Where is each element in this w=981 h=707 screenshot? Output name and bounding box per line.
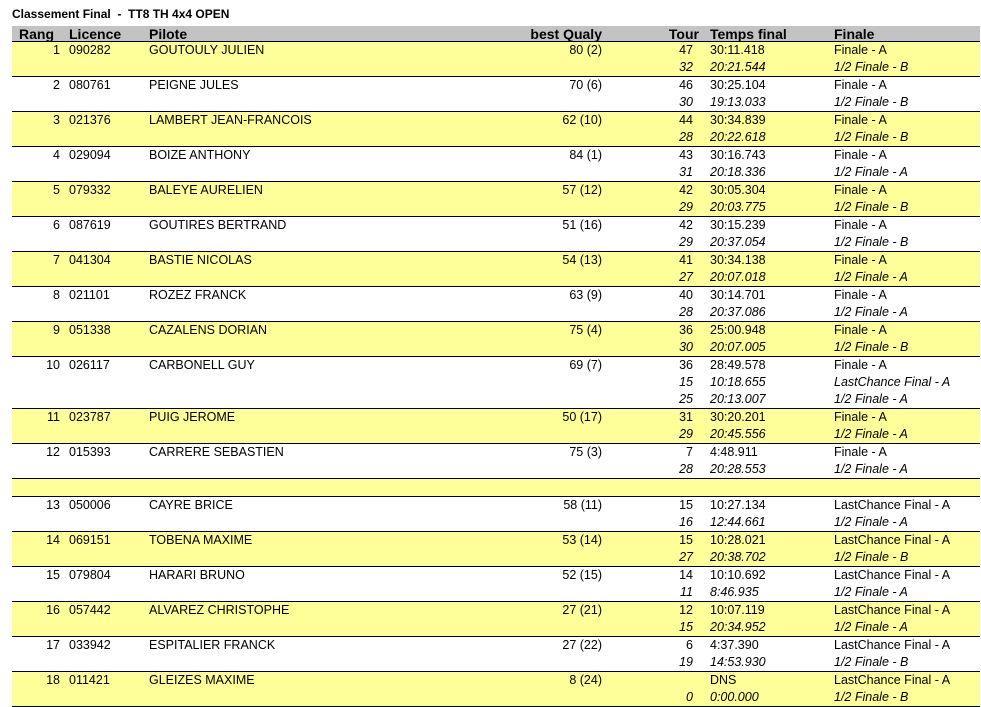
- finale-cell: Finale - A: [834, 358, 887, 372]
- temps-cell: 30:16.743: [710, 148, 766, 162]
- finale-cell: LastChance Final - A: [834, 568, 951, 582]
- finale-cell: 1/2 Finale - B: [834, 655, 909, 669]
- temps-cell: 10:28.021: [710, 533, 766, 547]
- tour-cell: 29: [679, 235, 693, 249]
- tour-cell: 12: [679, 603, 693, 617]
- best-qualy-cell: 27 (22): [562, 638, 602, 652]
- temps-cell: 14:53.930: [710, 655, 766, 669]
- rang-cell: 6: [53, 218, 60, 232]
- temps-cell: 8:46.935: [710, 585, 759, 599]
- result-line-main: [12, 479, 980, 496]
- finale-cell: 1/2 Finale - B: [834, 60, 909, 74]
- tour-cell: 7: [686, 445, 693, 459]
- tour-cell: 30: [679, 340, 693, 354]
- result-line-sub: [12, 304, 980, 321]
- table-row: [12, 112, 980, 147]
- licence-cell: 011421: [69, 673, 110, 687]
- result-line-main: [12, 42, 980, 59]
- tour-cell: 47: [679, 43, 693, 57]
- licence-cell: 041304: [69, 253, 111, 267]
- temps-cell: 30:25.104: [710, 78, 766, 92]
- finale-cell: Finale - A: [834, 323, 887, 337]
- best-qualy-cell: 53 (14): [562, 533, 602, 547]
- tour-cell: 15: [679, 375, 693, 389]
- temps-cell: 30:20.201: [710, 410, 766, 424]
- table-row: [12, 217, 980, 252]
- temps-cell: 10:07.119: [710, 603, 765, 617]
- licence-cell: 026117: [69, 358, 110, 372]
- result-line-sub: [12, 514, 980, 531]
- result-line-sub: [12, 619, 980, 636]
- result-line-sub: [12, 199, 980, 216]
- result-line-main: [12, 637, 980, 654]
- finale-cell: LastChance Final - A: [834, 498, 951, 512]
- rang-cell: 1: [53, 43, 60, 57]
- table-row: [12, 147, 980, 182]
- tour-cell: 25: [679, 392, 693, 406]
- tour-cell: 32: [679, 60, 693, 74]
- temps-cell: 30:11.418: [710, 43, 765, 57]
- tour-cell: 46: [679, 78, 693, 92]
- tour-cell: 15: [679, 620, 693, 634]
- licence-cell: 069151: [69, 533, 111, 547]
- rang-cell: 18: [46, 673, 60, 687]
- pilote-cell: CARRERE SEBASTIEN: [149, 445, 284, 459]
- pilote-cell: TOBENA MAXIME: [149, 533, 253, 547]
- table-row: [12, 567, 980, 602]
- result-line-sub: [12, 374, 980, 391]
- temps-cell: 4:48.911: [710, 445, 758, 459]
- table-row: [12, 637, 980, 672]
- pilote-cell: CAZALENS DORIAN: [149, 323, 268, 337]
- temps-cell: 28:49.578: [710, 358, 766, 372]
- temps-cell: 30:15.239: [710, 218, 766, 232]
- result-line-sub: [12, 59, 980, 76]
- finale-cell: 1/2 Finale - A: [834, 620, 908, 634]
- result-line-sub: [12, 129, 980, 146]
- table-row: [12, 77, 980, 112]
- finale-cell: Finale - A: [834, 218, 887, 232]
- temps-cell: 10:27.134: [710, 498, 766, 512]
- tour-cell: 16: [679, 515, 693, 529]
- finale-cell: 1/2 Finale - B: [834, 235, 909, 249]
- table-row: [12, 497, 980, 532]
- tour-cell: 31: [679, 165, 693, 179]
- temps-cell: 20:13.007: [710, 392, 766, 406]
- temps-cell: 30:34.839: [710, 113, 766, 127]
- finale-cell: LastChance Final - A: [834, 638, 951, 652]
- result-line-sub: [12, 461, 980, 478]
- tour-cell: 27: [679, 270, 693, 284]
- pilote-cell: BASTIE NICOLAS: [149, 253, 252, 267]
- pilote-cell: BALEYE AURELIEN: [149, 183, 263, 197]
- finale-cell: Finale - A: [834, 410, 887, 424]
- best-qualy-cell: 27 (21): [562, 603, 602, 617]
- pilote-cell: CAYRE BRICE: [149, 498, 233, 512]
- best-qualy-cell: 75 (4): [569, 323, 602, 337]
- tour-cell: 14: [679, 568, 693, 582]
- rang-cell: 9: [53, 323, 60, 337]
- licence-cell: 021101: [69, 288, 110, 302]
- table-row: [12, 252, 980, 287]
- temps-cell: 20:22.618: [710, 130, 766, 144]
- result-line-sub: [12, 391, 980, 408]
- table-row: [12, 602, 980, 637]
- result-line-sub: [12, 234, 980, 251]
- result-line-main: [12, 147, 980, 164]
- finale-cell: LastChance Final - A: [834, 533, 951, 547]
- pilote-cell: GOUTIRES BERTRAND: [149, 218, 287, 232]
- finale-cell: 1/2 Finale - A: [834, 165, 908, 179]
- temps-cell: 20:37.054: [710, 235, 766, 249]
- rang-cell: 4: [53, 148, 60, 162]
- finale-cell: 1/2 Finale - A: [834, 270, 908, 284]
- temps-cell: 30:05.304: [710, 183, 766, 197]
- rang-cell: 15: [46, 568, 60, 582]
- finale-cell: LastChance Final - A: [834, 673, 951, 687]
- result-line-sub: [12, 549, 980, 566]
- best-qualy-cell: 58 (11): [563, 498, 602, 512]
- tour-cell: 28: [679, 305, 693, 319]
- table-row: [12, 357, 980, 409]
- tour-cell: 15: [679, 498, 693, 512]
- rang-cell: 8: [53, 288, 60, 302]
- pilote-cell: HARARI BRUNO: [149, 568, 245, 582]
- result-line-main: [12, 497, 980, 514]
- temps-cell: 20:21.544: [710, 60, 766, 74]
- best-qualy-cell: 62 (10): [562, 113, 602, 127]
- tour-cell: 27: [679, 550, 693, 564]
- licence-cell: 015393: [69, 445, 111, 459]
- licence-cell: 057442: [69, 603, 111, 617]
- best-qualy-cell: 57 (12): [562, 183, 602, 197]
- rang-cell: 10: [46, 358, 60, 372]
- rang-cell: 14: [46, 533, 60, 547]
- temps-cell: 20:03.775: [710, 200, 766, 214]
- result-line-main: [12, 357, 980, 374]
- tour-cell: 36: [679, 323, 693, 337]
- tour-cell: 0: [686, 690, 693, 704]
- finale-cell: 1/2 Finale - A: [834, 462, 908, 476]
- best-qualy-cell: 84 (1): [569, 148, 602, 162]
- best-qualy-cell: 50 (17): [562, 410, 602, 424]
- table-row: [12, 672, 980, 707]
- finale-cell: 1/2 Finale - A: [834, 427, 908, 441]
- rang-cell: 3: [53, 113, 60, 127]
- result-line-sub: [12, 426, 980, 443]
- tour-cell: 28: [679, 462, 693, 476]
- tour-cell: 28: [679, 130, 693, 144]
- licence-cell: 090282: [69, 43, 111, 57]
- header-rang: Rang: [19, 26, 54, 42]
- licence-cell: 050006: [69, 498, 111, 512]
- rang-cell: 17: [46, 638, 60, 652]
- best-qualy-cell: 80 (2): [569, 43, 602, 57]
- temps-cell: 20:34.952: [710, 620, 766, 634]
- finale-cell: 1/2 Finale - B: [834, 340, 909, 354]
- licence-cell: 023787: [69, 410, 111, 424]
- finale-cell: Finale - A: [834, 113, 887, 127]
- finale-cell: Finale - A: [834, 78, 887, 92]
- tour-cell: 44: [679, 113, 693, 127]
- temps-cell: 20:18.336: [710, 165, 766, 179]
- finale-cell: 1/2 Finale - B: [834, 690, 909, 704]
- pilote-cell: ESPITALIER FRANCK: [149, 638, 276, 652]
- result-line-main: [12, 112, 980, 129]
- rang-cell: 13: [46, 498, 60, 512]
- rang-cell: 7: [53, 253, 60, 267]
- result-line-sub: [12, 164, 980, 181]
- table-row: [12, 182, 980, 217]
- result-line-main: [12, 409, 980, 426]
- temps-cell: 25:00.948: [710, 323, 766, 337]
- result-line-main: [12, 672, 980, 689]
- table-row: [12, 532, 980, 567]
- tour-cell: 41: [679, 253, 693, 267]
- temps-cell: 12:44.661: [710, 515, 766, 529]
- pilote-cell: BOIZE ANTHONY: [149, 148, 251, 162]
- tour-cell: 43: [679, 148, 693, 162]
- licence-cell: 021376: [69, 113, 111, 127]
- best-qualy-cell: 63 (9): [569, 288, 602, 302]
- pilote-cell: PEIGNE JULES: [149, 78, 239, 92]
- finale-cell: Finale - A: [834, 253, 887, 267]
- temps-cell: 30:14.701: [710, 288, 766, 302]
- header-finale: Finale: [834, 26, 875, 42]
- tour-cell: 6: [686, 638, 693, 652]
- temps-cell: 0:00.000: [710, 690, 759, 704]
- pilote-cell: LAMBERT JEAN-FRANCOIS: [149, 113, 312, 127]
- result-line-main: [12, 602, 980, 619]
- finale-cell: 1/2 Finale - B: [834, 200, 909, 214]
- result-line-main: [12, 182, 980, 199]
- temps-cell: 20:45.556: [710, 427, 766, 441]
- temps-cell: 20:28.553: [710, 462, 766, 476]
- licence-cell: 051338: [69, 323, 111, 337]
- finale-cell: 1/2 Finale - B: [834, 95, 909, 109]
- pilote-cell: PUIG JEROME: [149, 410, 236, 424]
- temps-cell: 20:37.086: [710, 305, 766, 319]
- best-qualy-cell: 70 (6): [569, 78, 602, 92]
- result-line-sub: [12, 339, 980, 356]
- licence-cell: 079332: [69, 183, 111, 197]
- temps-cell: DNS: [710, 673, 737, 687]
- results-table: [12, 42, 980, 707]
- best-qualy-cell: 51 (16): [562, 218, 602, 232]
- finale-cell: LastChance Final - A: [834, 603, 951, 617]
- finale-cell: 1/2 Finale - B: [834, 550, 909, 564]
- tour-cell: 30: [679, 95, 693, 109]
- temps-cell: 19:13.033: [710, 95, 766, 109]
- result-line-sub: [12, 654, 980, 671]
- finale-cell: Finale - A: [834, 445, 887, 459]
- finale-cell: Finale - A: [834, 288, 887, 302]
- document-title: Classement Final - TT8 TH 4x4 OPEN: [12, 7, 230, 21]
- rang-cell: 2: [53, 78, 60, 92]
- tour-cell: 15: [679, 533, 693, 547]
- result-line-main: [12, 217, 980, 234]
- result-line-sub: [12, 94, 980, 111]
- licence-cell: 080761: [69, 78, 111, 92]
- temps-cell: 10:10.692: [710, 568, 766, 582]
- header-pilote: Pilote: [149, 26, 188, 42]
- result-line-main: [12, 252, 980, 269]
- temps-cell: 20:38.702: [710, 550, 766, 564]
- licence-cell: 087619: [69, 218, 111, 232]
- best-qualy-cell: 75 (3): [569, 445, 602, 459]
- pilote-cell: ALVAREZ CHRISTOPHE: [149, 603, 290, 617]
- rang-cell: 16: [46, 603, 60, 617]
- table-row: [12, 409, 980, 444]
- table-row: [12, 287, 980, 322]
- result-line-main: [12, 322, 980, 339]
- result-line-main: [12, 287, 980, 304]
- table-row: [12, 479, 980, 497]
- header-licence: Licence: [69, 26, 122, 42]
- result-line-main: [12, 444, 980, 461]
- table-row: [12, 42, 980, 77]
- pilote-cell: CARBONELL GUY: [149, 358, 255, 372]
- licence-cell: 079804: [69, 568, 111, 582]
- header-temps-final: Temps final: [710, 26, 787, 42]
- finale-cell: LastChance Final - A: [834, 375, 951, 389]
- pilote-cell: ROZEZ FRANCK: [149, 288, 247, 302]
- finale-cell: 1/2 Finale - A: [834, 585, 908, 599]
- finale-cell: Finale - A: [834, 148, 887, 162]
- result-line-sub: [12, 269, 980, 286]
- best-qualy-cell: 54 (13): [562, 253, 602, 267]
- tour-cell: 29: [679, 200, 693, 214]
- pilote-cell: GOUTOULY JULIEN: [149, 43, 265, 57]
- best-qualy-cell: 8 (24): [569, 673, 602, 687]
- finale-cell: Finale - A: [834, 183, 887, 197]
- result-line-main: [12, 567, 980, 584]
- licence-cell: 029094: [69, 148, 111, 162]
- tour-cell: 42: [679, 218, 693, 232]
- tour-cell: 29: [679, 427, 693, 441]
- best-qualy-cell: 52 (15): [562, 568, 602, 582]
- rang-cell: 11: [47, 410, 60, 424]
- temps-cell: 20:07.005: [710, 340, 766, 354]
- tour-cell: 19: [679, 655, 693, 669]
- temps-cell: 30:34.138: [710, 253, 766, 267]
- finale-cell: 1/2 Finale - A: [834, 515, 908, 529]
- temps-cell: 10:18.655: [710, 375, 766, 389]
- finale-cell: 1/2 Finale - A: [834, 392, 908, 406]
- tour-cell: 31: [679, 410, 693, 424]
- result-line-main: [12, 532, 980, 549]
- finale-cell: 1/2 Finale - B: [834, 130, 909, 144]
- tour-cell: 42: [679, 183, 693, 197]
- result-line-sub: [12, 584, 980, 601]
- rang-cell: 12: [46, 445, 60, 459]
- pilote-cell: GLEIZES MAXIME: [149, 673, 255, 687]
- table-header: [12, 26, 980, 42]
- tour-cell: 40: [679, 288, 693, 302]
- tour-cell: 11: [680, 585, 693, 599]
- table-row: [12, 444, 980, 479]
- licence-cell: 033942: [69, 638, 111, 652]
- header-best-qualy: best Qualy: [530, 26, 602, 42]
- header-tour: Tour: [668, 26, 699, 42]
- temps-cell: 4:37.390: [710, 638, 759, 652]
- finale-cell: Finale - A: [834, 43, 887, 57]
- tour-cell: 36: [679, 358, 693, 372]
- temps-cell: 20:07.018: [710, 270, 766, 284]
- rang-cell: 5: [53, 183, 60, 197]
- best-qualy-cell: 69 (7): [569, 358, 602, 372]
- table-row: [12, 322, 980, 357]
- finale-cell: 1/2 Finale - A: [834, 305, 908, 319]
- result-line-main: [12, 77, 980, 94]
